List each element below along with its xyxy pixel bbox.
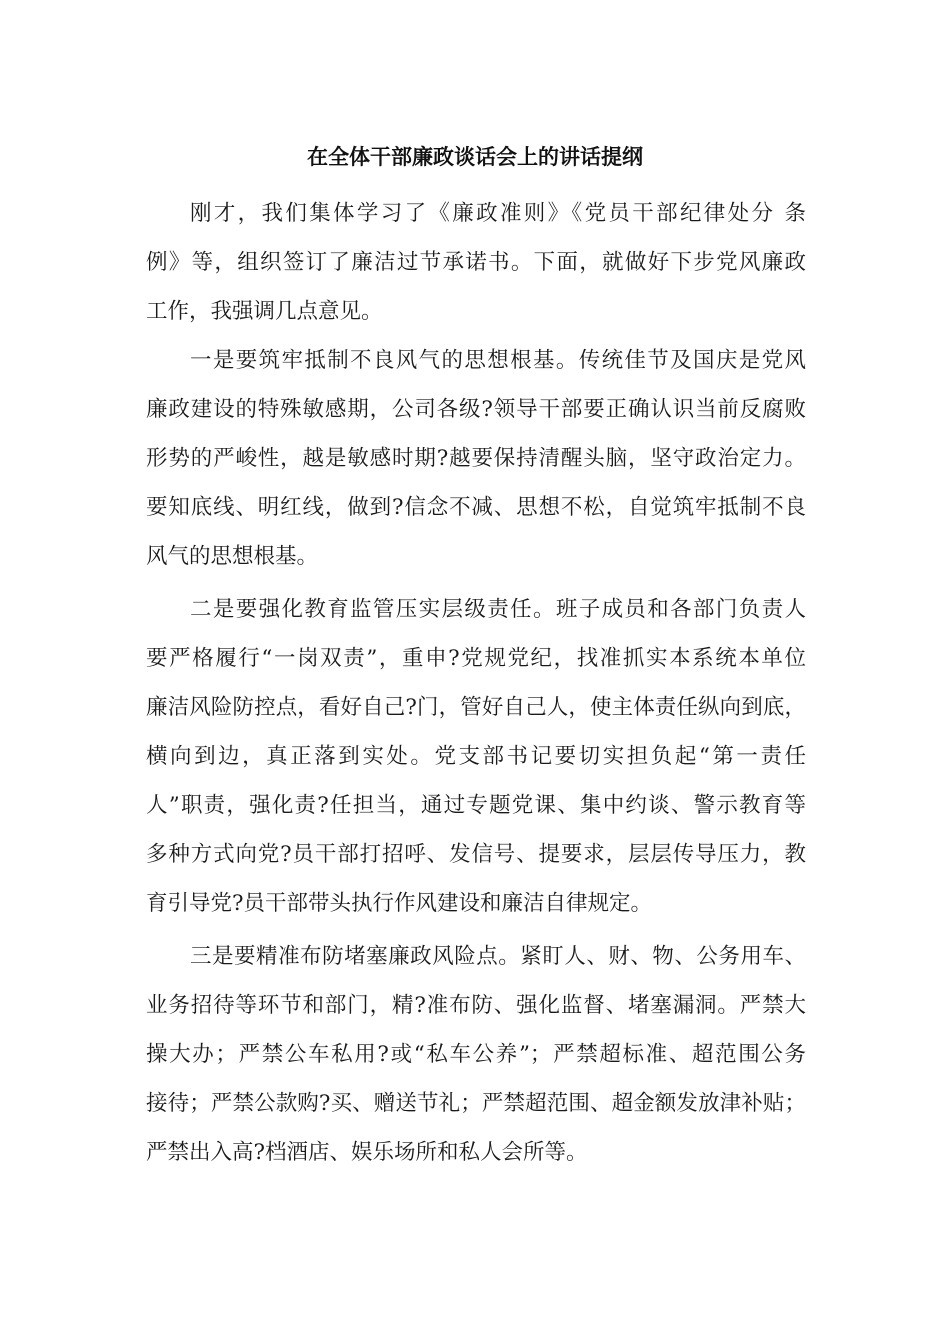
paragraph-2-line-1: 一是要筑牢抵制不良风气的思想根基。传统佳节及国庆是党风 — [190, 348, 806, 373]
paragraph-3-line-7: 育引导党?员干部带头执行作风建设和廉洁自律规定。 — [146, 891, 653, 916]
paragraph-1-line-1: 刚才，我们集体学习了《廉政准则》《党员干部纪律处分 条 — [190, 201, 806, 226]
document-title: 在全体干部廉政谈话会上的讲话提纲 — [307, 145, 643, 169]
paragraph-4-line-1: 三是要精准布防堵塞廉政风险点。紧盯人、财、物、公务用车、 — [190, 944, 806, 969]
paragraph-2-line-2: 廉政建设的特殊敏感期，公司各级?领导干部要正确认识当前反腐败 — [146, 397, 806, 422]
paragraph-4-line-3: 操大办；严禁公车私用?或“私车公养”；严禁超标准、超范围公务 — [146, 1042, 806, 1067]
paragraph-2-line-3: 形势的严峻性，越是敏感时期?越要保持清醒头脑，坚守政治定力。 — [146, 446, 806, 471]
paragraph-3-line-2: 要严格履行“一岗双责”，重申?党规党纪，找准抓实本系统本单位 — [146, 646, 806, 671]
paragraph-3-line-4: 横向到边，真正落到实处。党支部书记要切实担负起“第一责任 — [146, 744, 806, 769]
paragraph-3-line-3: 廉洁风险防控点，看好自己?门，管好自己人，使主体责任纵向到底， — [146, 695, 806, 720]
paragraph-2-line-4: 要知底线、明红线，做到?信念不减、思想不松，自觉筑牢抵制不良 — [146, 495, 806, 520]
paragraph-3-line-1: 二是要强化教育监管压实层级责任。班子成员和各部门负责人 — [190, 597, 806, 622]
paragraph-1-line-3: 工作，我强调几点意见。 — [146, 299, 383, 324]
paragraph-3-line-6: 多种方式向党?员干部打招呼、发信号、提要求，层层传导压力，教 — [146, 842, 806, 867]
paragraph-2-line-5: 风气的思想根基。 — [146, 544, 319, 569]
paragraph-4-line-4: 接待；严禁公款购?买、赠送节礼；严禁超范围、超金额发放津补贴； — [146, 1091, 806, 1116]
paragraph-3-line-5: 人”职责，强化责?任担当，通过专题党课、集中约谈、警示教育等 — [146, 793, 806, 818]
paragraph-1-line-2: 例》等，组织签订了廉洁过节承诺书。下面，就做好下步党风廉政 — [146, 250, 806, 275]
paragraph-4-line-5: 严禁出入高?档酒店、娱乐场所和私人会所等。 — [146, 1140, 588, 1165]
paragraph-4-line-2: 业务招待等环节和部门，精?准布防、强化监督、堵塞漏洞。严禁大 — [146, 993, 806, 1018]
